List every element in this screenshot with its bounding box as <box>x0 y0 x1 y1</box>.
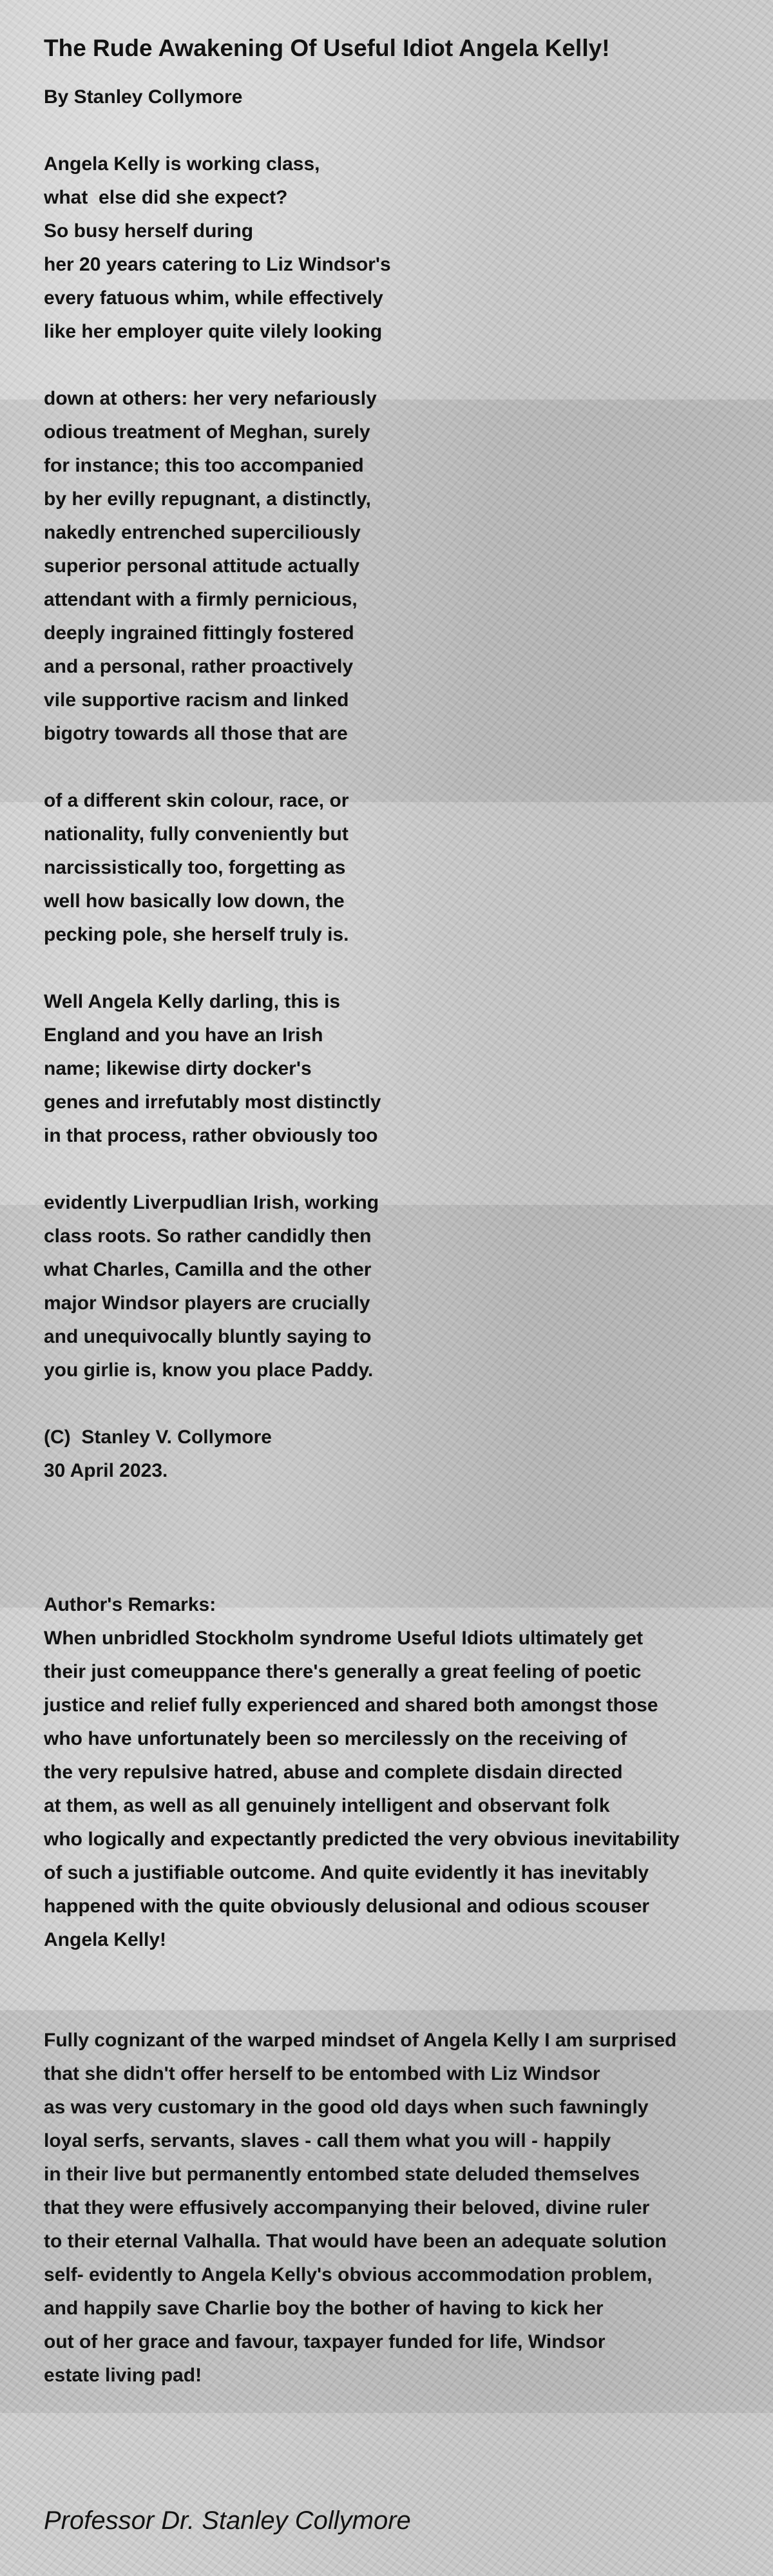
authors-remarks <box>44 1588 740 1957</box>
stanza <box>44 382 740 751</box>
poem-line: class roots. So rather candidly then <box>44 1226 372 1247</box>
poem-line: major Windsor players are crucially <box>44 1293 370 1314</box>
remarks-line: who logically and expectantly predicted the very obvious inevitability <box>44 1829 680 1850</box>
remarks-line: that they were effusively accompanying their beloved, divine ruler <box>44 2197 650 2218</box>
poem-line: well how basically low down, the <box>44 890 345 912</box>
remarks-line: in their live but permanently entombed state deluded themselves <box>44 2164 640 2185</box>
poem-line: like her employer quite vilely looking <box>44 321 383 342</box>
poem-byline: By Stanley Collymore <box>44 86 243 108</box>
poem-line: for instance; this too accompanied <box>44 455 364 476</box>
remarks-line: the very repulsive hatred, abuse and complete disdain directed <box>44 1762 623 1783</box>
remarks-line: at them, as well as all genuinely intelligent and observant folk <box>44 1795 610 1816</box>
remarks-line: Angela Kelly! <box>44 1929 167 1950</box>
remarks-line: When unbridled Stockholm syndrome Useful Idiots ultimately get <box>44 1628 644 1649</box>
poem-line: deeply ingrained fittingly fostered <box>44 622 354 644</box>
poem-title: The Rude Awakening Of Useful Idiot Angela Kelly! <box>44 35 610 61</box>
remarks-line: and happily save Charlie boy the bother of having to kick her <box>44 2298 604 2319</box>
remarks-line: justice and relief fully experienced and shared both amongst those <box>44 1695 658 1716</box>
poem-line: Well Angela Kelly darling, this is <box>44 991 341 1012</box>
poem-line: evidently Liverpudlian Irish, working <box>44 1192 379 1213</box>
poem-line: of a different skin colour, race, or <box>44 790 349 811</box>
poem-line: her 20 years catering to Liz Windsor's <box>44 254 391 275</box>
remarks-line: Fully cognizant of the warped mindset of Angela Kelly I am surprised <box>44 2030 677 2051</box>
poem-line: England and you have an Irish <box>44 1024 323 1046</box>
remarks-line: estate living pad! <box>44 2365 202 2386</box>
poem-line: Angela Kelly is working class, <box>44 153 320 175</box>
date-line: 30 April 2023. <box>44 1460 168 1481</box>
author-signature: Professor Dr. Stanley Collymore <box>44 2506 411 2535</box>
stanza <box>44 784 740 952</box>
poem-line: bigotry towards all those that are <box>44 723 348 744</box>
poem-content <box>44 34 740 2392</box>
remarks-line: their just comeuppance there's generally a great feeling of poetic <box>44 1661 642 1682</box>
remarks-line: as was very customary in the good old days when such fawningly <box>44 2097 649 2118</box>
remarks-heading: Author's Remarks: <box>44 1594 216 1615</box>
poem-line: and a personal, rather proactively <box>44 656 354 677</box>
remarks-line: of such a justifiable outcome. And quite evidently it has inevitably <box>44 1862 649 1883</box>
poem-line: in that process, rather obviously too <box>44 1125 378 1146</box>
poem-line: nationality, fully conveniently but <box>44 823 348 845</box>
poem-line: genes and irrefutably most distinctly <box>44 1091 381 1113</box>
poem-line: odious treatment of Meghan, surely <box>44 421 370 443</box>
poem-line: narcissistically too, forgetting as <box>44 857 346 878</box>
copyright-block <box>44 1421 740 1488</box>
remarks-line: who have unfortunately been so mercilessly on the receiving of <box>44 1728 627 1749</box>
background-band <box>0 2413 773 2576</box>
remarks-paragraph <box>44 2024 740 2392</box>
poem-line: So busy herself during <box>44 220 254 242</box>
stanza <box>44 1186 740 1387</box>
remarks-line: happened with the quite obviously delusional and odious scouser <box>44 1896 650 1917</box>
poem-line: you girlie is, know you place Paddy. <box>44 1360 374 1381</box>
stanza <box>44 985 740 1153</box>
poem-line: name; likewise dirty docker's <box>44 1058 312 1079</box>
copyright-line: (C) Stanley V. Collymore <box>44 1427 272 1448</box>
poem-line: every fatuous whim, while effectively <box>44 287 383 309</box>
poem-line: attendant with a firmly pernicious, <box>44 589 358 610</box>
poem-line: pecking pole, she herself truly is. <box>44 924 349 945</box>
poem-line: and unequivocally bluntly saying to <box>44 1326 372 1347</box>
poem-line: what else did she expect? <box>44 187 288 208</box>
remarks-line: self- evidently to Angela Kelly's obvious accommodation problem, <box>44 2264 653 2285</box>
stanza <box>44 148 740 349</box>
poem-line: vile supportive racism and linked <box>44 689 349 711</box>
remarks-line: loyal serfs, servants, slaves - call them what you will - happily <box>44 2130 611 2151</box>
remarks-line: to their eternal Valhalla. That would have been an adequate solution <box>44 2231 667 2252</box>
remarks-line: out of her grace and favour, taxpayer funded for life, Windsor <box>44 2331 606 2352</box>
poem-line: down at others: her very nefariously <box>44 388 377 409</box>
poem-line: by her evilly repugnant, a distinctly, <box>44 488 371 510</box>
poem-line: what Charles, Camilla and the other <box>44 1259 372 1280</box>
poem-line: superior personal attitude actually <box>44 555 360 577</box>
poem-line: nakedly entrenched superciliously <box>44 522 361 543</box>
remarks-line: that she didn't offer herself to be entombed with Liz Windsor <box>44 2063 600 2084</box>
